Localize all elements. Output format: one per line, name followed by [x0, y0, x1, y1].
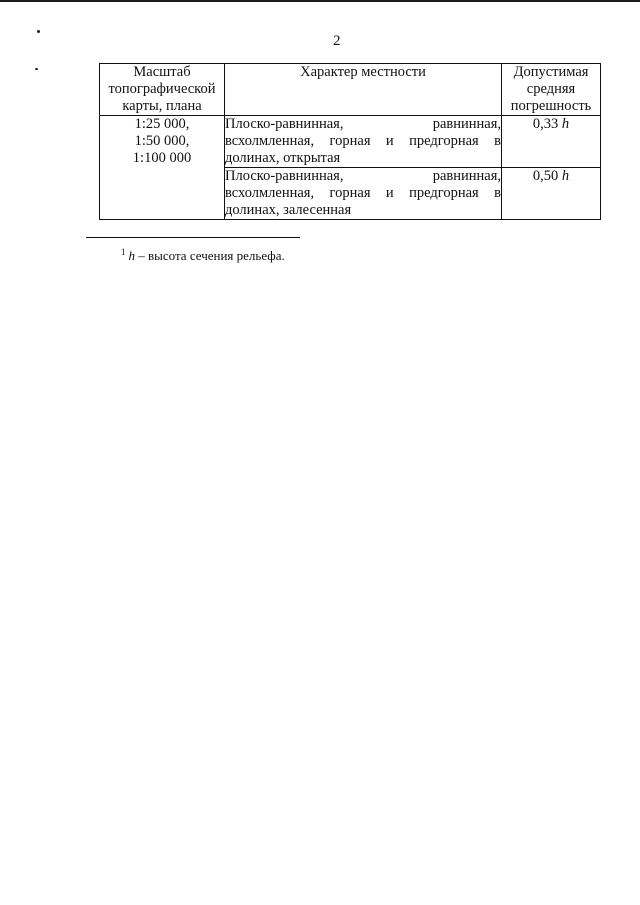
error-cell: 0,50 h — [502, 168, 601, 220]
footnote — [121, 247, 285, 264]
footnote-text: – высота сечения рельефа. — [135, 248, 285, 263]
scan-speck — [35, 68, 38, 70]
footnote-marker: 1 — [121, 247, 126, 257]
header-terrain: Характер местности — [225, 64, 502, 116]
page-top-border — [0, 0, 640, 2]
header-allowed-error: Допустимая средняя погрешность — [502, 64, 601, 116]
accuracy-table — [99, 63, 601, 220]
scan-speck — [37, 30, 40, 33]
footnote-separator — [86, 237, 300, 238]
footnote-symbol: h — [128, 248, 135, 263]
terrain-cell: Плоско-равнинная, равнинная, всхолмленная, горная и предгорная в долинах, залесенная — [225, 168, 501, 218]
table-header-row — [100, 64, 601, 116]
table-row — [100, 116, 601, 168]
error-cell: 0,33 h — [502, 116, 601, 168]
page-number: 2 — [333, 33, 341, 49]
scale-cell: 1:25 000, 1:50 000, 1:100 000 — [100, 116, 225, 220]
terrain-cell: Плоско-равнинная, равнинная, всхолмленная, горная и предгорная в долинах, открытая — [225, 116, 501, 166]
header-scale: Масштаб топографической карты, плана — [100, 64, 225, 116]
